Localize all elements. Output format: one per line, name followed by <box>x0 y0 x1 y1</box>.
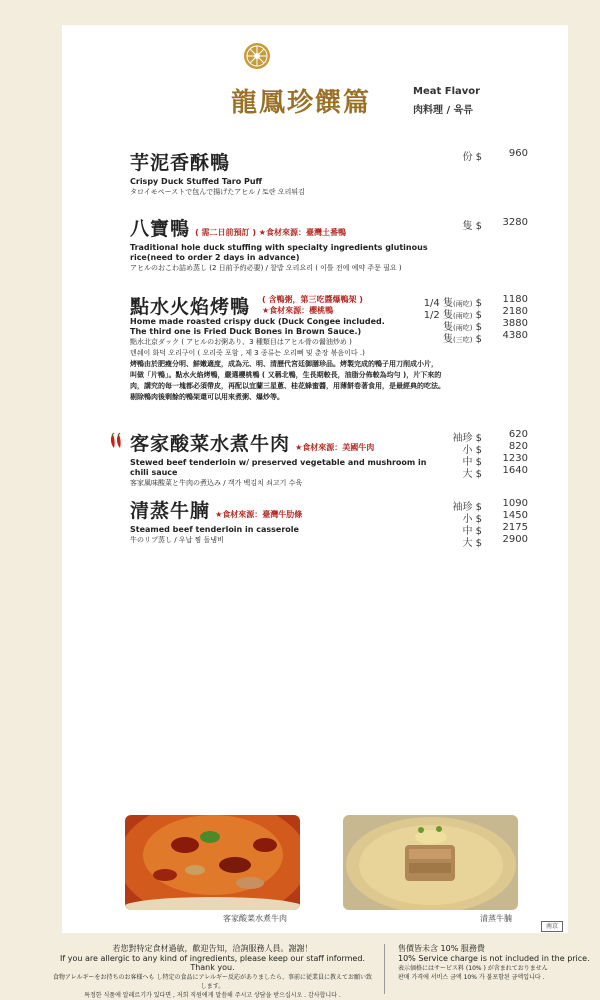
price-label: 隻(兩吃) $ <box>442 322 482 333</box>
price-value: 3880 <box>502 318 528 329</box>
chili-icon <box>108 432 126 454</box>
dish-tag: ( 含鴨粥，第三吃醬爆鴨架 ) <box>262 295 363 304</box>
price-label: 中 $ <box>462 457 482 468</box>
dish-tag: ★食材來源：美國牛肉 <box>295 443 375 452</box>
price-value: 960 <box>508 148 528 159</box>
dish-name-jp: 點水北京ダック ( アヒルのお粥あり、3 種類目はアヒル骨の醤油炒め ) <box>130 338 352 346</box>
price-label: 小 $ <box>462 445 482 456</box>
restaurant-logo <box>244 43 270 69</box>
allergy-notice-zh: 若您對特定食材過敏，歡迎告知，洽詢服務人員。謝謝！ <box>112 944 313 953</box>
dish-taro-duck <box>130 148 305 198</box>
price-list <box>420 217 528 232</box>
dish-name-jp: 牛のリブ蒸し / 우납 찜 돌냄비 <box>130 536 224 544</box>
dish-name-jp: アヒルのおこわ詰め蒸し (2 日前予約必要) / 찰밥 오리요리 ( 이틀 전에 예약 주문 필요 ) <box>130 264 402 272</box>
dish-name: 清蒸牛腩 <box>130 500 211 522</box>
dish-eight-treasure-duck <box>130 214 430 274</box>
dish-name-en: Home made roasted crispy duck (Duck Congee included. <box>130 317 385 326</box>
price-value: 1180 <box>502 294 528 305</box>
service-charge-zh: 售價皆未含 10% 服務費 <box>398 944 485 953</box>
dish-description: 剔除鴨肉後剩餘的鴨架還可以用來煮粥、爆炒等。 <box>130 393 284 401</box>
service-charge-kr: 판매 가격에 서비스 금액 10% 가 불포함된 금액입니다 . <box>398 974 545 981</box>
price-label: 大 $ <box>462 538 482 549</box>
price-value: 4380 <box>502 330 528 341</box>
price-label: 大 $ <box>462 469 482 480</box>
dish-description: 叫做「片鴨」。點水火焰烤鴨，嚴選櫻桃鴨 ( 又稱北鴨，生長期較長，油脂分佈較為均勻 )，片下來的 <box>130 371 442 379</box>
price-value: 2175 <box>502 522 528 533</box>
dish-tag: ( 需二日前預訂 ) ★食材來源：臺灣土番鴨 <box>195 228 346 237</box>
price-list <box>420 498 528 549</box>
dish-name-jp: タロイモペーストで包んで揚げたアヒル / 토란 오리튀김 <box>130 188 305 196</box>
footer-divider <box>384 944 385 994</box>
price-label: 中 $ <box>462 526 482 537</box>
dish-name-en: Steamed beef tenderloin in casserole <box>130 525 299 534</box>
dish-tag-source: ★食材來源：櫻桃鴨 <box>262 306 334 315</box>
service-charge-notice <box>398 943 598 981</box>
photo-steamed-beef-brisket <box>343 815 518 910</box>
price-label: 1/2 隻(兩吃) $ <box>423 310 482 321</box>
price-label: 袖珍 $ <box>452 433 482 444</box>
price-value: 620 <box>508 429 528 440</box>
price-value: 1640 <box>502 465 528 476</box>
dish-name-en: Stewed beef tenderloin w/ preserved vegetable and mushroom in chili sauce <box>130 458 427 477</box>
price-label: 小 $ <box>462 514 482 525</box>
dish-name: 點水火焰烤鴨 <box>130 296 251 318</box>
page-title: 龍鳳珍饌篇 <box>231 88 372 118</box>
price-list <box>420 148 528 163</box>
dish-tag: ★食材來源：臺灣牛肋條 <box>215 510 303 519</box>
page-title-en: Meat Flavor <box>413 86 481 97</box>
price-label: 袖珍 $ <box>452 502 482 513</box>
page-title-sub: 肉料理 / 육류 <box>413 105 473 116</box>
dish-name: 八寶鴨 <box>130 218 191 240</box>
dish-name-kr: 덴쉐이 화덕 오리구이 ( 오리죽 포함 , 제 3 종류는 오리뼈 및 춘장 볶음이다 .) <box>130 349 365 357</box>
price-value: 3280 <box>502 217 528 228</box>
dish-name-jp: 客家風味酸菜と牛肉の煮込み / 객가 백김치 쇠고기 수육 <box>130 479 303 487</box>
dish-name-en: Traditional hole duck stuffing with specialty ingredients glutinous rice(need to order 2 days in advance) <box>130 243 428 262</box>
dish-name-en-2: The third one is Fried Duck Bones in Brown Sauce.) <box>130 327 362 336</box>
price-list <box>420 294 528 345</box>
price-value: 820 <box>508 441 528 452</box>
service-charge-en: 10% Service charge is not included in the price. <box>398 954 590 963</box>
dish-name-en: Crispy Duck Stuffed Taro Puff <box>130 177 263 186</box>
price-label: 1/4 隻(兩吃) $ <box>423 298 482 309</box>
price-value: 1090 <box>502 498 528 509</box>
service-charge-jp: 表示価格にはサービス料 (10% ) が含まれておりません <box>398 965 548 972</box>
photo-caption: 客家酸菜水煮牛肉 <box>223 914 287 923</box>
price-value: 1230 <box>502 453 528 464</box>
dish-steamed-beef-brisket <box>130 496 430 546</box>
dish-sour-cabbage-beef <box>130 429 430 489</box>
dish-name: 芋泥香酥鴨 <box>130 152 231 174</box>
photo-sour-cabbage-beef <box>125 815 300 910</box>
seal-stamp: 南京 <box>541 921 563 932</box>
price-label: 份 $ <box>462 152 482 163</box>
allergy-notice-en: If you are allergic to any kind of ingredients, please keep our staff informed. Thank you. <box>60 954 365 972</box>
dish-description: 肉，講究的每一塊都必須帶皮，再配以宜蘭三星蔥、桂花蜂蜜醬，用薄餅卷著食用，是最經典的吃法。 <box>130 382 445 390</box>
dish-description: 烤鴨由於肥瘦分明、鮮嫩適度，成為元、明、清歷代宮廷御膳珍品。烤製完成的鴨子用刀削成小片， <box>130 360 438 368</box>
allergy-notice-jp: 食物アレルギーをお持ちのお客様へも し特定の食品にアレルギー反応がありましたら、事前に従業員に教えてお願い致します。 <box>52 974 373 990</box>
price-value: 2900 <box>502 534 528 545</box>
price-value: 1450 <box>502 510 528 521</box>
price-list <box>420 429 528 480</box>
allergy-notice-kr: 특정한 식품에 알레르기가 있다면 , 저희 직원에게 말씀해 주시고 상담을 받으십시오 . 감사합니다 . <box>84 992 341 999</box>
price-value: 2180 <box>502 306 528 317</box>
price-label: 隻(三吃) $ <box>442 334 482 345</box>
allergy-notice <box>50 943 375 999</box>
photo-caption: 清蒸牛腩 <box>480 914 512 923</box>
dish-name: 客家酸菜水煮牛肉 <box>130 433 291 455</box>
price-label: 隻 $ <box>462 221 482 232</box>
